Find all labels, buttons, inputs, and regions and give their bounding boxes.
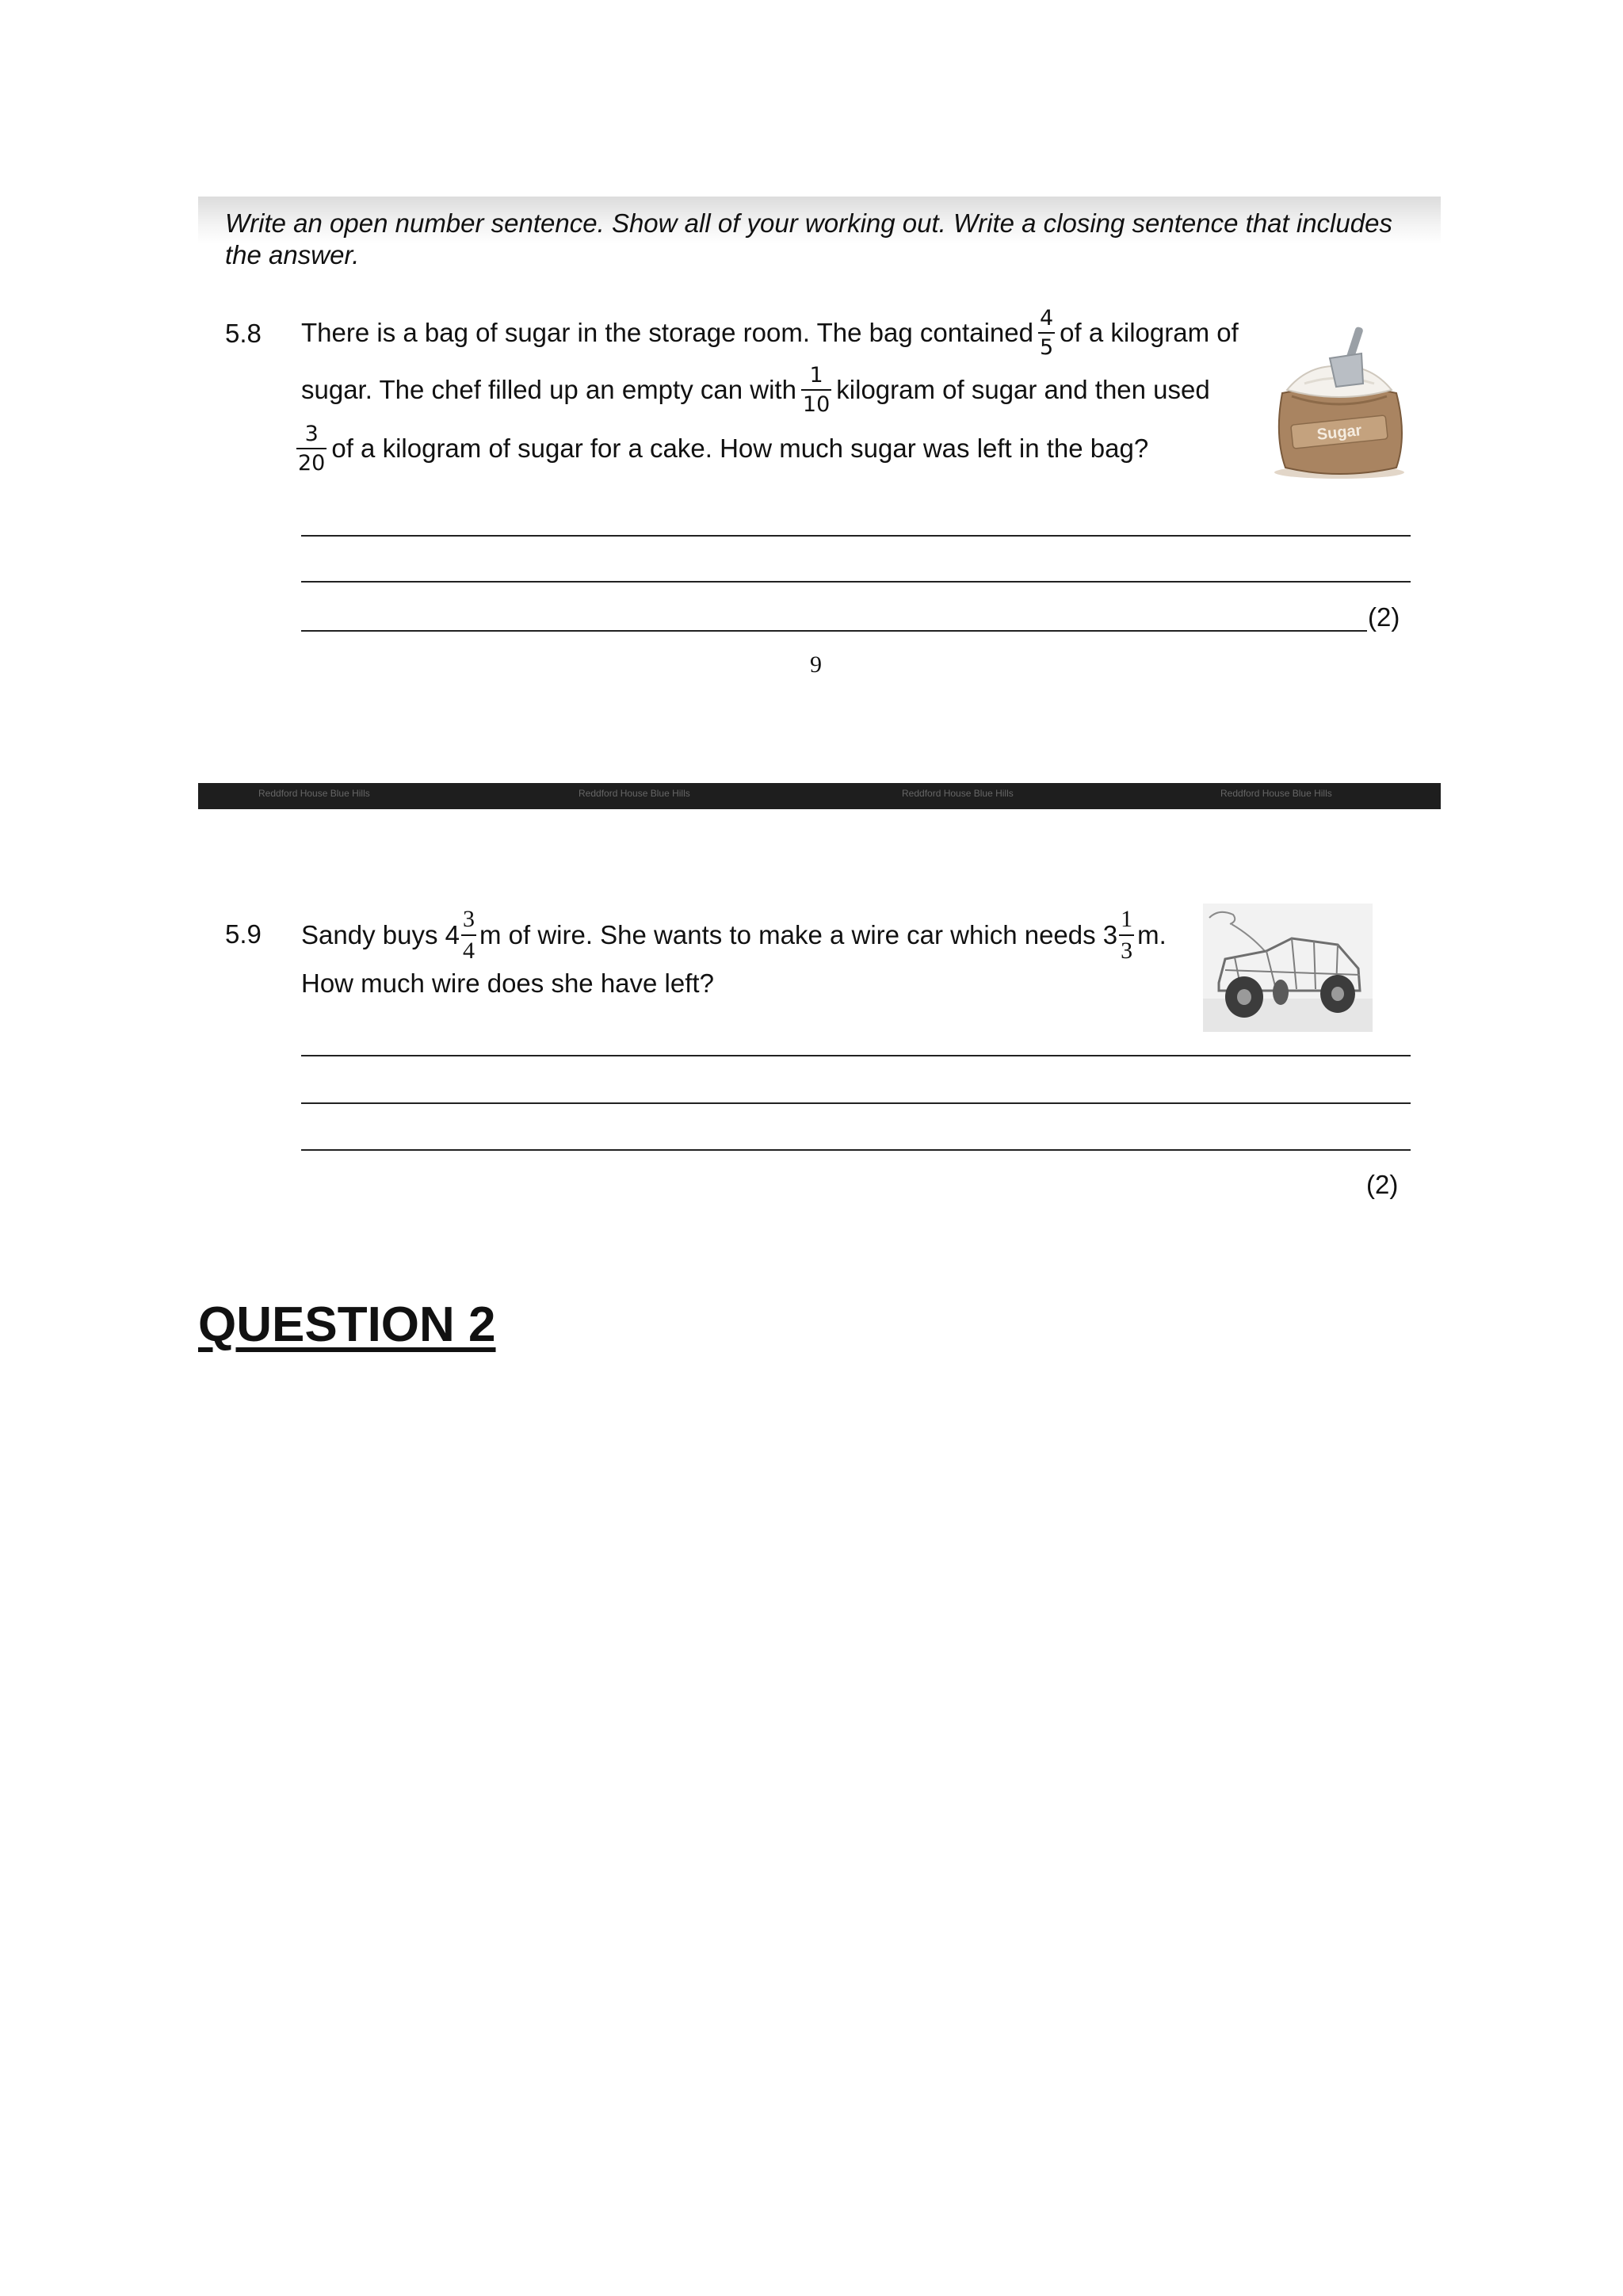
question-5-9-line-1: [301, 902, 1167, 968]
answer-line: [301, 535, 1411, 537]
answer-line: [301, 581, 1411, 583]
watermark-text: Reddford House Blue Hills: [258, 788, 370, 799]
question-5-8-line-3: [296, 417, 1148, 480]
q59-text-3: m.: [1137, 920, 1167, 949]
q58-text-1: There is a bag of sugar in the storage room. The bag contained: [301, 318, 1033, 347]
question-number: 5.9: [225, 919, 262, 949]
question-5-8-line-2: [301, 358, 1210, 422]
q58-text-2: of a kilogram of: [1060, 318, 1239, 347]
question-number: 5.8: [225, 319, 262, 348]
question-5-8-line-1: [301, 301, 1239, 365]
q58-text-4: kilogram of sugar and then used: [836, 375, 1210, 404]
answer-line: [301, 1149, 1411, 1151]
page-break-band: [198, 783, 1441, 809]
section-heading: QUESTION 2: [198, 1297, 496, 1352]
watermark-text: Reddford House Blue Hills: [1220, 788, 1332, 799]
watermark-text: Reddford House Blue Hills: [902, 788, 1014, 799]
answer-line: [301, 1102, 1411, 1104]
instruction-text: Write an open number sentence. Show all of your working out. Write a closing sentence that includes the answer.: [225, 208, 1392, 269]
q59-text-2: m of wire. She wants to make a wire car which needs 3: [479, 920, 1118, 949]
answer-line: [301, 630, 1367, 632]
q58-text-5: of a kilogram of sugar for a cake. How much sugar was left in the bag?: [331, 434, 1149, 463]
answer-line: [301, 1055, 1411, 1056]
q59-text-4: How much wire does she have left?: [301, 968, 714, 998]
watermark-text: Reddford House Blue Hills: [579, 788, 690, 799]
marks-label: (2): [1368, 602, 1400, 632]
page-number: 9: [810, 651, 822, 678]
fraction-three-twentieths: $\frac{3}{20}$: [298, 422, 326, 476]
marks-label: (2): [1366, 1170, 1399, 1199]
sugar-label-text: Sugar: [1316, 422, 1363, 444]
wire-car-image: [1203, 904, 1373, 1032]
q58-text-3: sugar. The chef filled up an empty can with: [301, 375, 796, 404]
fraction-one-tenth: $\frac{1}{10}$: [802, 363, 831, 417]
fraction-four-fifths: $\frac{4}{5}$: [1039, 306, 1054, 360]
fraction-three-quarters: $\frac{3}{4}$: [462, 906, 475, 964]
sugar-bag-image: [1260, 317, 1419, 483]
fraction-one-third: $\frac{1}{3}$: [1121, 906, 1133, 964]
q59-text-1: Sandy buys 4: [301, 920, 460, 949]
